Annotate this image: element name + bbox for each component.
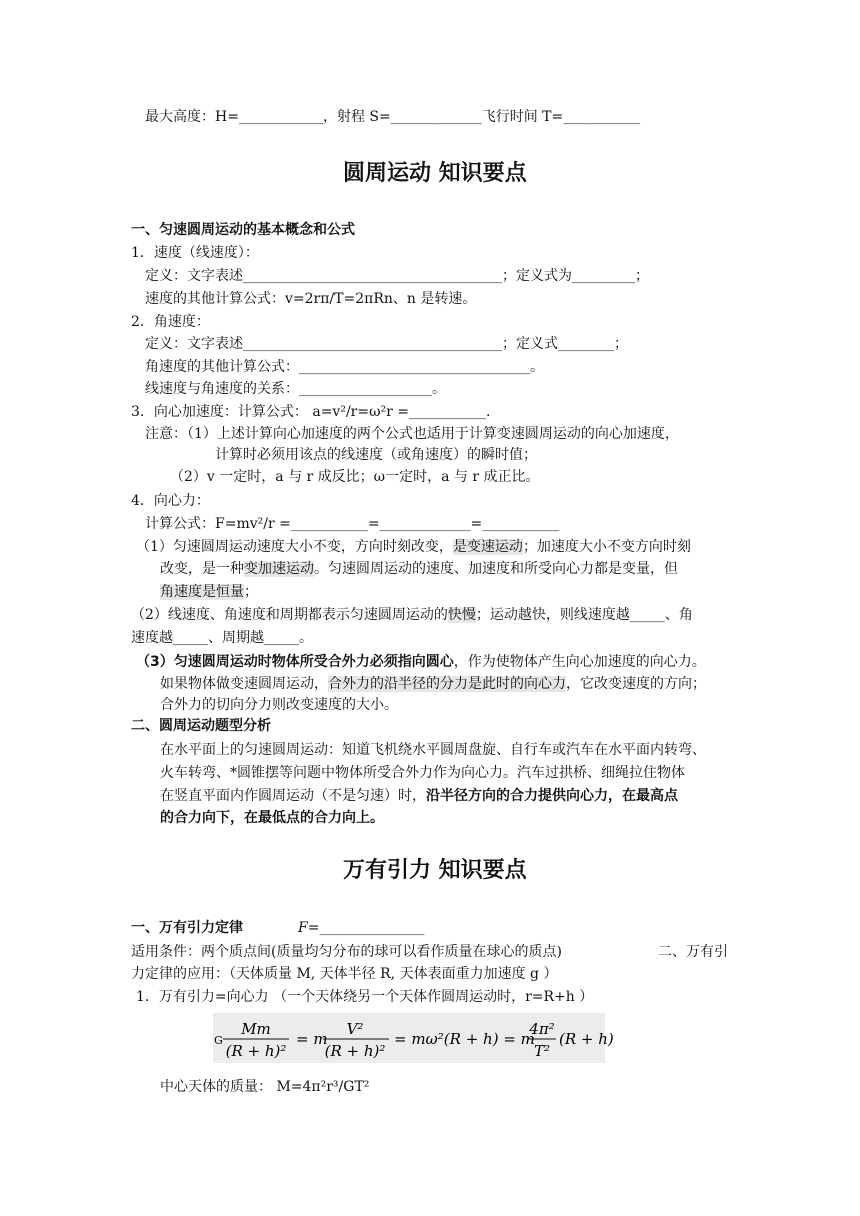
section2-line-3 [160,786,678,806]
section2-line-1: 在水平面上的匀速圆周运动：知道飞机绕水平圆周盘旋、自行车或汽车在水平面内转弯、 [160,742,706,758]
point-2-text: ；运动越快，则线速度越_____、角 [475,607,693,623]
section2-heading: 二、圆周运动题型分析 [131,718,271,734]
point-2-line-2: 速度越_____、周期越_____。 [131,630,313,646]
speed-definition: 定义：文字表述_____________________________________；定义式为_________； [145,268,649,284]
gravity-section2-start: 二、万有引 [658,944,728,960]
point-3-line-1 [136,652,706,672]
section2-line-2: 火车转弯、*圆锥摆等问题中物体所受合外力作为向心力。汽车过拱桥、细绳拉住物体 [160,765,685,781]
gravity-application: 力定律的应用：（天体质量 M, 天体半径 R, 天体表面重力加速度 g ） [131,966,558,982]
highlight-variable-motion: 是变速运动 [452,539,523,555]
point-2-line-1 [131,605,693,625]
point-3-text: 如果物体做变速圆周运动， [160,676,328,692]
point-3-bold: （3）匀速圆周运动时物体所受合外力必须指向圆心 [136,654,454,670]
point-3-line-2 [160,674,706,694]
highlight-speed: 快慢 [447,607,476,623]
gravity-law-heading: 一、万有引力定律 [131,920,243,936]
point-1-line-1 [136,537,691,557]
fraction-3-numerator: 4π² [529,1020,555,1038]
angular-other-formula: 角速度的其他计算公式：_________________________________。 [145,359,544,375]
force-heading: 4．向心力： [131,493,210,509]
acceleration-heading: 3．向心加速度：计算公式： a=v²/r=ω²r =___________. [131,404,491,420]
gravity-law-formula: F=_______________ [298,920,425,936]
point-1-line-3 [160,582,258,602]
fraction-1-denominator: (R + h)² [225,1042,287,1060]
gravity-formula [213,1013,614,1063]
point-1-text: 改变，是一种 [160,561,244,577]
angular-heading: 2．角速度： [131,314,210,330]
formula-eq-1: = m [296,1030,328,1048]
note-2: （2）v 一定时，a 与 r 成反比；ω一定时，a 与 r 成正比。 [170,469,540,485]
top-line: 最大高度：H=____________，射程 S=_____________飞行时间 T=___________ [145,109,641,125]
gravity-title: 万有引力 知识要点 [343,858,527,883]
point-3-text: ，作为使物体产生向心加速度的向心力。 [453,654,706,670]
section1-heading: 一、匀速圆周运动的基本概念和公式 [131,222,355,238]
speed-heading: 1．速度（线速度）： [131,245,259,261]
force-formula: 计算公式：F=mv²/r =___________=_____________=___________ [145,516,560,532]
angular-definition: 定义：文字表述_____________________________________；定义式________； [145,336,628,352]
fraction-2-numerator: V² [346,1020,364,1038]
point-1-line-2 [160,559,678,579]
highlight-variable-acceleration: 变加速运动 [244,561,314,577]
point-1-text: ；加速度大小不变方向时刻 [522,539,691,555]
note-1: 注意：（1）上述计算向心加速度的两个公式也适用于计算变速圆周运动的向心加速度， [145,426,679,442]
formula-g: G [214,1034,223,1047]
section2-bold: 沿半径方向的合力提供向心力，在最高点 [426,788,678,804]
point-3-text: ，它改变速度的方向； [566,676,706,692]
gravity-item-1: 1．万有引力=向心力 （一个天体绕另一个天体作圆周运动时，r=R+h ） [136,989,594,1005]
center-mass: 中心天体的质量： M=4π²r³/GT² [160,1079,370,1095]
section2-text: 在竖直平面内作圆周运动（不是匀速）时， [160,788,426,804]
fraction-3-denominator: T² [533,1042,551,1060]
highlight-constant-angular: 角速度是恒量 [160,584,244,600]
formula-tail: (R + h) [559,1030,614,1048]
point-1-text: 。匀速圆周运动的速度、加速度和所受向心力都是变量，但 [314,561,678,577]
point-2-text: （2）线速度、角速度和周期都表示匀速圆周运动的 [131,607,448,623]
gravity-condition: 适用条件：两个质点间(质量均匀分布的球可以看作质量在球心的质点) [131,944,562,960]
speed-other-formula: 速度的其他计算公式：v=2rπ/T=2πRn、n 是转速。 [145,291,477,307]
fraction-1-numerator: Mm [241,1020,271,1038]
note-1-cont: 计算时必须用该点的线速度（或角速度）的瞬时值； [215,447,537,463]
point-1-text: ； [244,584,258,600]
section2-line-4: 的合力向下，在最低点的合力向上。 [160,810,384,826]
point-1-text: （1）匀速圆周运动速度大小不变，方向时刻改变， [136,539,453,555]
highlight-radial-force: 合外力的沿半径的分力是此时的向心力 [328,676,566,692]
angular-relation: 线速度与角速度的关系：___________________。 [145,381,446,397]
point-3-line-3: 合外力的切向分力则改变速度的大小。 [160,697,398,713]
circle-title: 圆周运动 知识要点 [343,161,527,186]
fraction-2-denominator: (R + h)² [324,1042,386,1060]
formula-middle: = mω²(R + h) = m [394,1030,535,1048]
